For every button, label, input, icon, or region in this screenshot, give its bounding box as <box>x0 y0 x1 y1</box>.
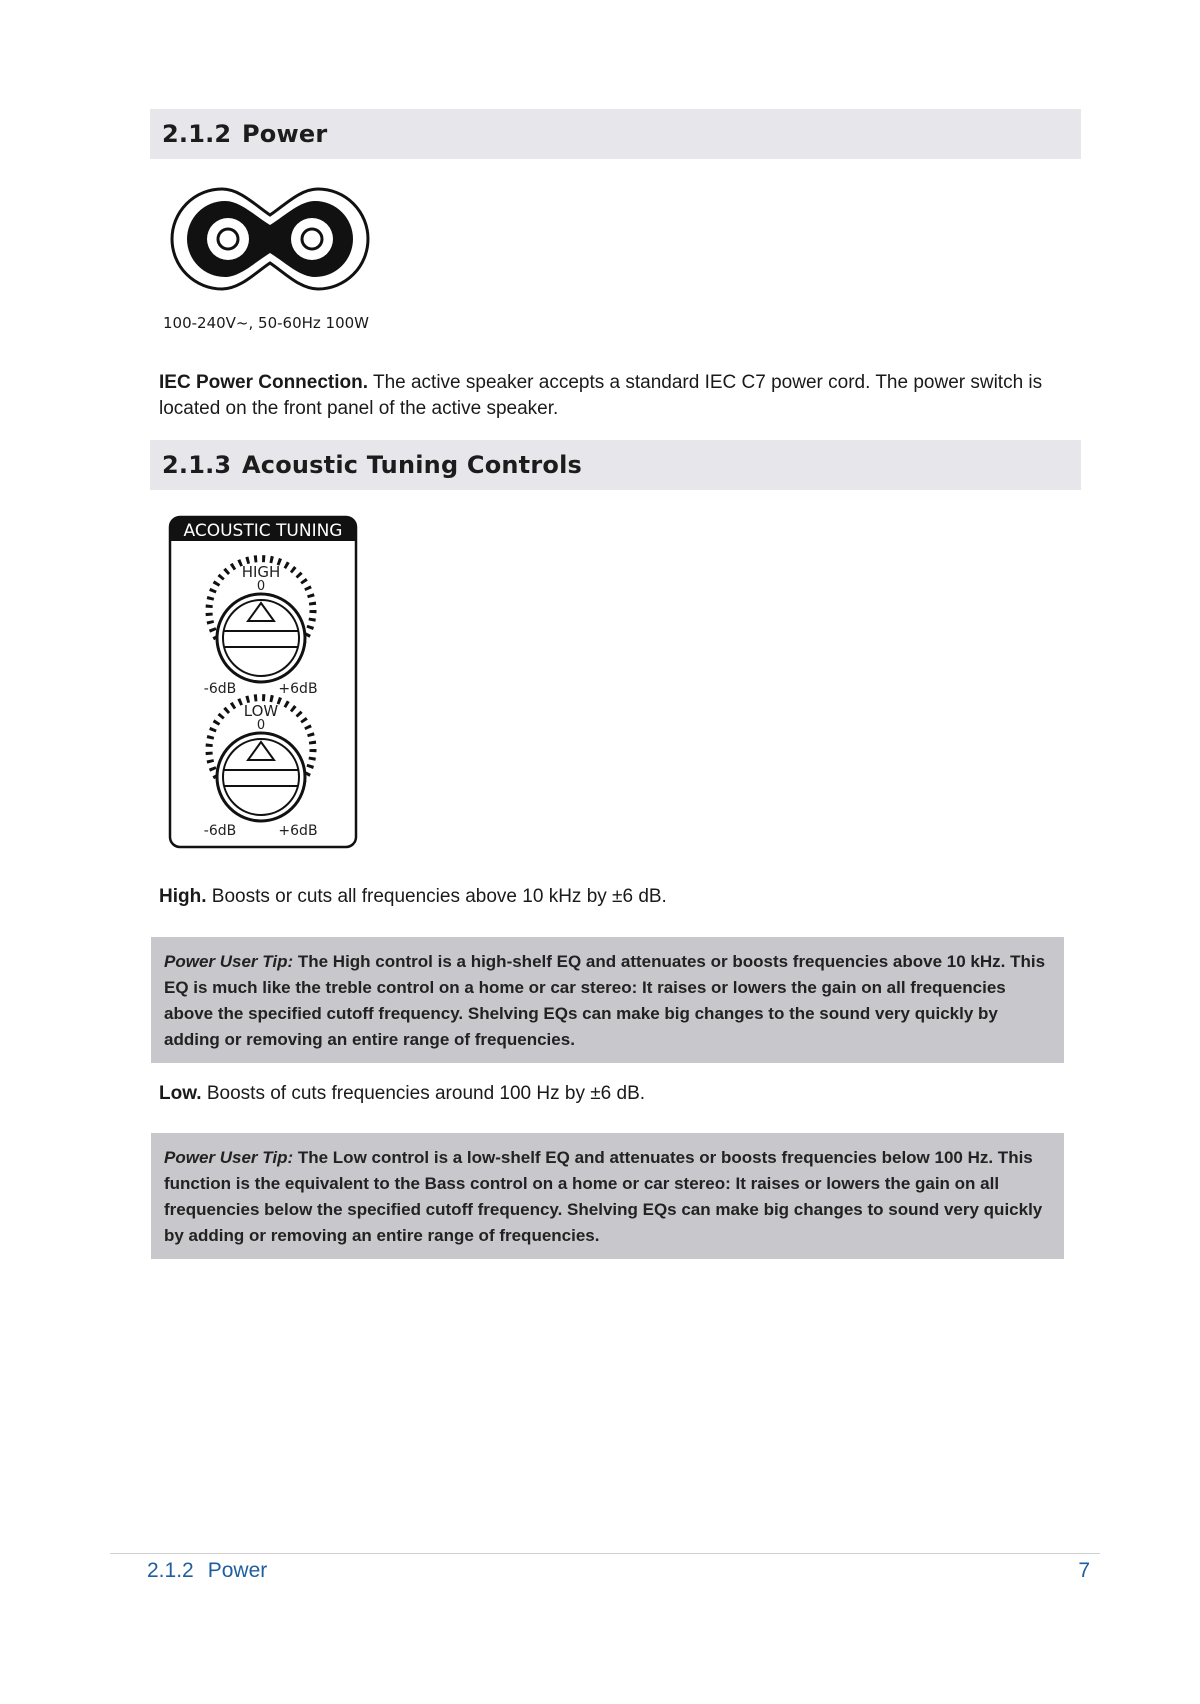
knob-label: HIGH <box>241 563 281 581</box>
paragraph-body: The active speaker accepts a standard IEC C7 power cord. The power switch is located on the front panel of the active speaker. <box>159 372 1043 419</box>
footer-section-link[interactable] <box>147 1559 267 1583</box>
section-header-tuning <box>150 440 1081 490</box>
knob-center-mark: 0 <box>256 718 266 733</box>
iec-c7-socket-icon <box>170 185 370 295</box>
section-header-power <box>150 109 1081 159</box>
tuning-panel-illustration <box>168 515 360 851</box>
knob-label: LOW <box>243 702 279 720</box>
power-rating: 100-240V~, 50-60Hz 100W <box>163 314 370 332</box>
power-figure <box>170 185 370 300</box>
page-number: 7 <box>1078 1559 1090 1582</box>
acoustic-tuning-panel <box>168 515 360 856</box>
panel-header: ACOUSTIC TUNING <box>183 521 343 541</box>
section-title: Power <box>242 120 328 148</box>
paragraph-lead: IEC Power Connection. <box>159 372 369 393</box>
section-number: 2.1.2 <box>162 120 232 148</box>
section-heading <box>162 451 582 479</box>
power-user-tip-high <box>151 937 1064 1063</box>
iec-power-paragraph <box>159 370 1079 422</box>
power-user-tip-low <box>151 1133 1064 1259</box>
knob-min-label: -6dB <box>203 681 237 697</box>
section-title: Acoustic Tuning Controls <box>242 451 582 479</box>
tip-body: The Low control is a low-shelf EQ and attenuates or boosts frequencies below 100 Hz. This function is the equivalent to the Bass control on a home or car stereo: It raises or lowers the gain on all frequencies below the specified cutoff frequency. Shelving EQs can make big changes to sound very quickly by adding or removing an entire range of frequencies. <box>164 1148 1043 1245</box>
footer-divider <box>110 1553 1100 1554</box>
high-paragraph <box>159 884 1079 910</box>
paragraph-body: Boosts of cuts frequencies around 100 Hz by ±6 dB. <box>201 1083 646 1104</box>
paragraph-lead: High. <box>159 886 207 907</box>
tip-lead: Power User Tip: <box>164 1148 294 1167</box>
section-heading <box>162 120 327 148</box>
paragraph-body: Boosts or cuts all frequencies above 10 kHz by ±6 dB. <box>206 886 667 907</box>
tip-lead: Power User Tip: <box>164 952 294 971</box>
knob-max-label: +6dB <box>278 823 318 839</box>
footer-section-number: 2.1.2 <box>147 1559 194 1582</box>
tip-body: The High control is a high-shelf EQ and attenuates or boosts frequencies above 10 kHz. This EQ is much like the treble control on a home or car stereo: It raises or lowers the gain on all frequencies above the specified cutoff frequency. Shelving EQs can make big changes to the sound very quickly by adding or removing an entire range of frequencies. <box>164 952 1046 1049</box>
footer-section-title: Power <box>207 1559 268 1582</box>
section-number: 2.1.3 <box>162 451 232 479</box>
low-paragraph <box>159 1081 1079 1107</box>
paragraph-lead: Low. <box>159 1083 202 1104</box>
knob-min-label: -6dB <box>203 823 237 839</box>
knob-max-label: +6dB <box>278 681 318 697</box>
knob-center-mark: 0 <box>256 579 266 594</box>
